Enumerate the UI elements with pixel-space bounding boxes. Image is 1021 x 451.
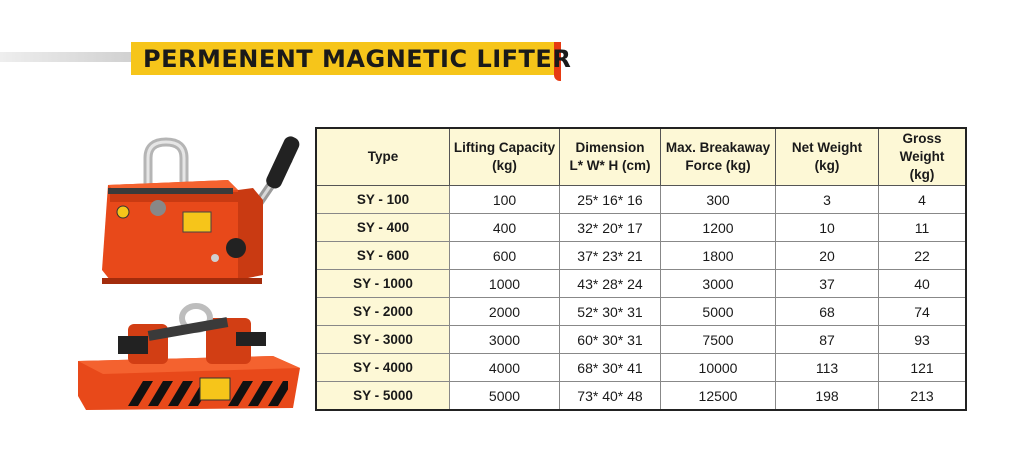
- gross-weight-cell: 93: [879, 326, 967, 354]
- table-header-row: [316, 128, 966, 186]
- table-row: [316, 242, 966, 270]
- type-cell: SY - 2000: [316, 298, 450, 326]
- table-row: [316, 214, 966, 242]
- col-lifting-capacity-header: Lifting Capacity (kg): [450, 128, 560, 186]
- lifting-capacity-cell: 2000: [450, 298, 560, 326]
- lifting-capacity-cell: 4000: [450, 354, 560, 382]
- gross-weight-cell: 74: [879, 298, 967, 326]
- gross-weight-cell: 4: [879, 186, 967, 214]
- lifting-capacity-cell: 3000: [450, 326, 560, 354]
- table-body: [316, 186, 966, 411]
- dimension-cell: 37* 23* 21: [560, 242, 661, 270]
- type-cell: SY - 600: [316, 242, 450, 270]
- type-cell: SY - 5000: [316, 382, 450, 411]
- col-type-header: Type: [316, 128, 450, 186]
- breakaway-force-cell: 7500: [661, 326, 776, 354]
- gross-weight-cell: 213: [879, 382, 967, 411]
- breakaway-force-cell: 1800: [661, 242, 776, 270]
- net-weight-cell: 10: [776, 214, 879, 242]
- type-cell: SY - 100: [316, 186, 450, 214]
- header-decor-line: [0, 52, 140, 62]
- table-row: [316, 382, 966, 411]
- large-magnetic-lifter-icon: [78, 296, 303, 416]
- type-cell: SY - 4000: [316, 354, 450, 382]
- net-weight-cell: 113: [776, 354, 879, 382]
- table-row: [316, 326, 966, 354]
- dimension-cell: 52* 30* 31: [560, 298, 661, 326]
- net-weight-cell: 37: [776, 270, 879, 298]
- col-dimension-header: Dimension L* W* H (cm): [560, 128, 661, 186]
- lifting-capacity-cell: 1000: [450, 270, 560, 298]
- type-cell: SY - 3000: [316, 326, 450, 354]
- dimension-cell: 43* 28* 24: [560, 270, 661, 298]
- net-weight-cell: 68: [776, 298, 879, 326]
- breakaway-force-cell: 12500: [661, 382, 776, 411]
- table-row: [316, 354, 966, 382]
- table-row: [316, 270, 966, 298]
- breakaway-force-cell: 1200: [661, 214, 776, 242]
- lifting-capacity-cell: 5000: [450, 382, 560, 411]
- lifting-capacity-cell: 100: [450, 186, 560, 214]
- net-weight-cell: 87: [776, 326, 879, 354]
- breakaway-force-cell: 3000: [661, 270, 776, 298]
- net-weight-cell: 3: [776, 186, 879, 214]
- col-net-weight-header: Net Weight (kg): [776, 128, 879, 186]
- table-row: [316, 298, 966, 326]
- magnetic-lifter-handle-icon: [88, 130, 323, 285]
- gross-weight-cell: 40: [879, 270, 967, 298]
- dimension-cell: 73* 40* 48: [560, 382, 661, 411]
- title-banner: [131, 42, 572, 75]
- table-row: [316, 186, 966, 214]
- gross-weight-cell: 121: [879, 354, 967, 382]
- net-weight-cell: 198: [776, 382, 879, 411]
- net-weight-cell: 20: [776, 242, 879, 270]
- type-cell: SY - 1000: [316, 270, 450, 298]
- gross-weight-cell: 22: [879, 242, 967, 270]
- dimension-cell: 25* 16* 16: [560, 186, 661, 214]
- page-title: PERMENENT MAGNETIC LIFTER: [143, 45, 572, 73]
- breakaway-force-cell: 300: [661, 186, 776, 214]
- col-breakaway-force-header: Max. Breakaway Force (kg): [661, 128, 776, 186]
- type-cell: SY - 400: [316, 214, 450, 242]
- col-gross-weight-header: Gross Weight (kg): [879, 128, 967, 186]
- dimension-cell: 68* 30* 41: [560, 354, 661, 382]
- spec-table: [315, 127, 967, 411]
- lifting-capacity-cell: 600: [450, 242, 560, 270]
- breakaway-force-cell: 10000: [661, 354, 776, 382]
- dimension-cell: 32* 20* 17: [560, 214, 661, 242]
- dimension-cell: 60* 30* 31: [560, 326, 661, 354]
- gross-weight-cell: 11: [879, 214, 967, 242]
- breakaway-force-cell: 5000: [661, 298, 776, 326]
- lifting-capacity-cell: 400: [450, 214, 560, 242]
